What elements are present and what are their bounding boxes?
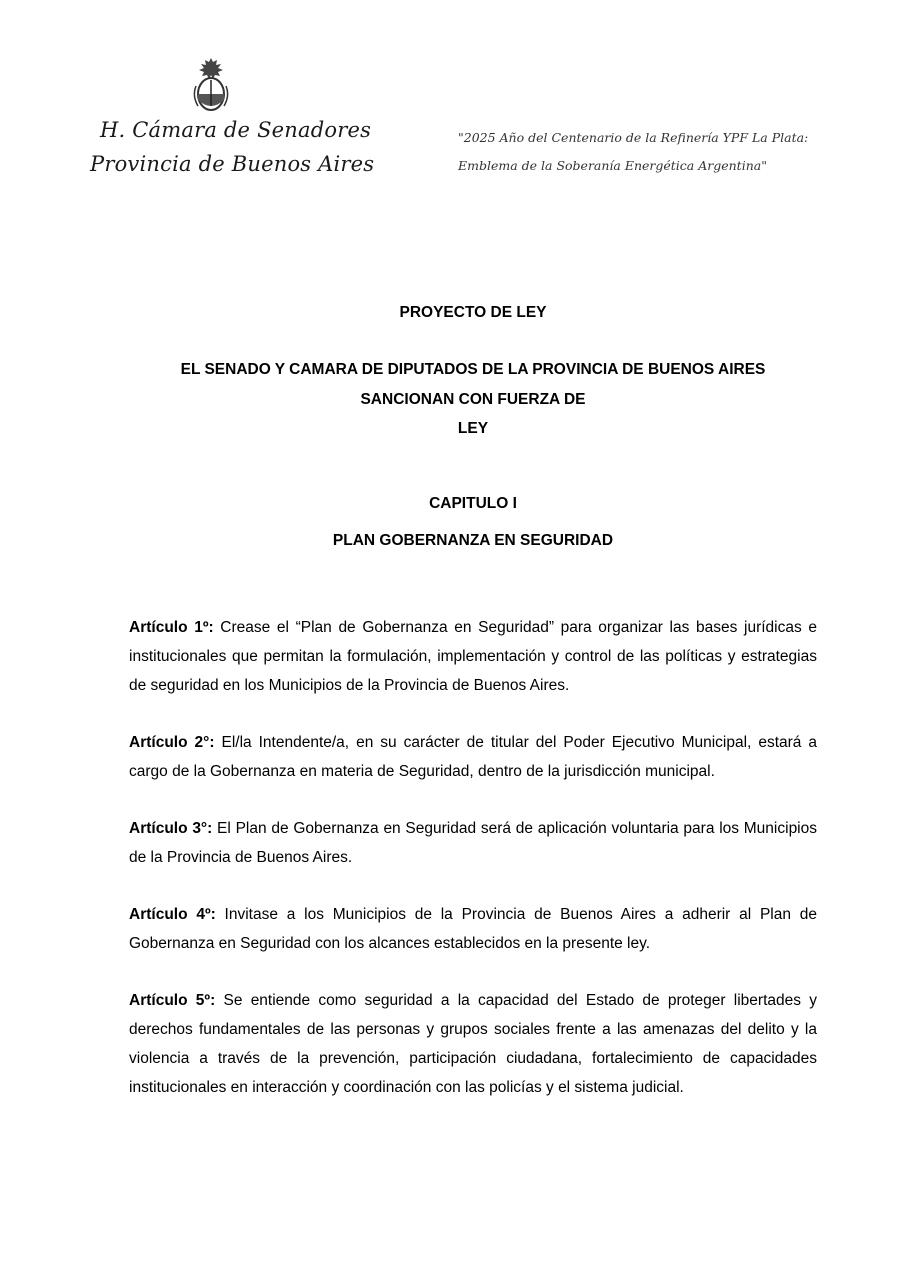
chapter-number: CAPITULO I (429, 495, 517, 512)
article-label: Artículo 4º: (129, 906, 216, 923)
letterhead (0, 0, 900, 200)
article-3 (129, 814, 817, 872)
article-text: Se entiende como seguridad a la capacidad del Estado de proteger libertades y derechos fundamentales de las personas y grupos sociales frente a las amenazas del delito y la violencia a través de la prevención, participación ciudadana, fortalecimiento de capacidades institucionales en interacción y coordinación con las policías y el sistema judicial. (129, 992, 817, 1096)
year-motto-line-1: "2025 Año del Centenario de la Refinería YPF La Plata: (458, 130, 809, 145)
enacting-clause-line-1: EL SENADO Y CAMARA DE DIPUTADOS DE LA PROVINCIA DE BUENOS AIRES (180, 361, 766, 378)
article-label: Artículo 2°: (129, 734, 215, 751)
chamber-name: H. Cámara de Senadores (100, 118, 372, 142)
article-label: Artículo 3°: (129, 820, 213, 837)
article-text: Crease el “Plan de Gobernanza en Seguridad” para organizar las bases jurídicas e institucionales que permitan la formulación, implementación y control de las políticas y estrategias de seguridad en los Municipios de la Provincia de Buenos Aires. (129, 619, 817, 694)
chapter-title: PLAN GOBERNANZA EN SEGURIDAD (332, 532, 614, 549)
article-1 (129, 613, 817, 700)
article-text: Invitase a los Municipios de la Provincia de Buenos Aires a adherir al Plan de Gobernanza en Seguridad con los alcances establecidos en la presente ley. (129, 906, 817, 952)
article-5 (129, 986, 817, 1102)
article-label: Artículo 5º: (129, 992, 216, 1009)
article-2 (129, 728, 817, 786)
document-type: PROYECTO DE LEY (399, 304, 547, 321)
article-text: El/la Intendente/a, en su carácter de titular del Poder Ejecutivo Municipal, estará a cargo de la Gobernanza en materia de Seguridad, dentro de la jurisdicción municipal. (129, 734, 817, 780)
article-text: El Plan de Gobernanza en Seguridad será de aplicación voluntaria para los Municipios de la Provincia de Buenos Aires. (129, 820, 817, 866)
article-4 (129, 900, 817, 958)
province-name: Provincia de Buenos Aires (90, 152, 375, 176)
enacting-clause-line-3: LEY (457, 420, 489, 437)
article-label: Artículo 1º: (129, 619, 214, 636)
provincial-seal-icon (190, 56, 232, 114)
year-motto-line-2: Emblema de la Soberanía Energética Argentina" (458, 158, 767, 173)
enacting-clause-line-2: SANCIONAN CON FUERZA DE (360, 391, 586, 408)
